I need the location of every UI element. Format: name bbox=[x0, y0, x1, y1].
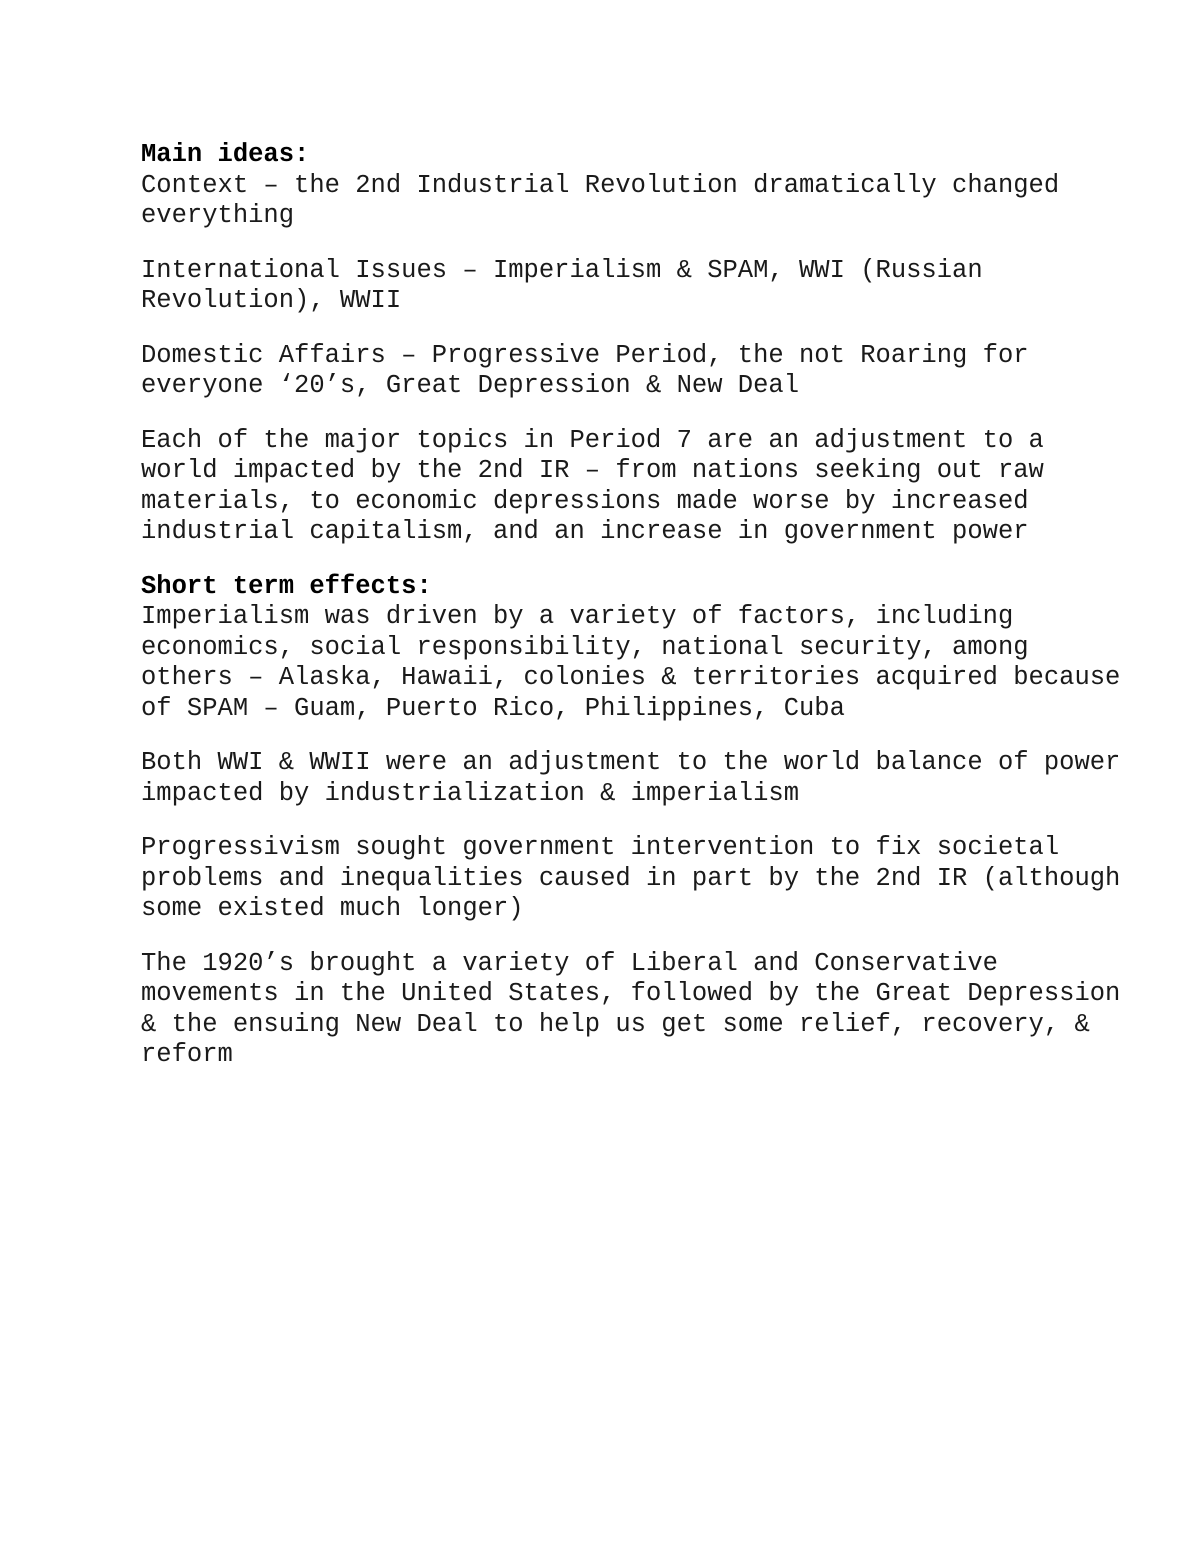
text-line: Imperialism was driven by a variety of factors, including bbox=[141, 602, 1014, 631]
text-line: everything bbox=[141, 201, 295, 230]
text-line: impacted by industrialization & imperialism bbox=[141, 778, 800, 808]
section-main-ideas bbox=[141, 140, 1081, 548]
text-line: Revolution), WWII bbox=[141, 286, 402, 315]
text-line: Each of the major topics in Period 7 are an adjustment to a bbox=[141, 425, 1044, 455]
text-line: & the ensuing New Deal to help us get some relief, recovery, & bbox=[141, 1009, 1090, 1039]
text-line: Progressivism sought government intervention to fix societal bbox=[141, 833, 1060, 862]
text-line: movements in the United States, followed by the Great Depression bbox=[141, 979, 1121, 1008]
text-line: Domestic Affairs – Progressive Period, the not Roaring for bbox=[141, 340, 1029, 370]
text-line: economics, social responsibility, national security, among bbox=[141, 632, 1029, 662]
text-line: others – Alaska, Hawaii, colonies & territories acquired because bbox=[141, 663, 1121, 692]
section-heading: Main ideas: bbox=[141, 140, 310, 169]
text-line: problems and inequalities caused in part by the 2nd IR (although bbox=[141, 863, 1121, 893]
text-line: everyone ‘20’s, Great Depression & New Deal bbox=[141, 371, 800, 400]
text-line: International Issues – Imperialism & SPAM, WWI (Russian bbox=[141, 255, 983, 285]
paragraph bbox=[141, 171, 1081, 232]
text-line: industrial capitalism, and an increase in government power bbox=[141, 517, 1029, 546]
paragraph bbox=[141, 341, 1081, 402]
paragraph bbox=[141, 833, 1121, 925]
paragraph bbox=[141, 256, 1081, 317]
text-line: of SPAM – Guam, Puerto Rico, Philippines, Cuba bbox=[141, 693, 845, 723]
paragraph bbox=[141, 426, 1081, 548]
text-line: The 1920’s brought a variety of Liberal and Conservative bbox=[141, 948, 998, 978]
paragraph bbox=[141, 948, 1121, 1071]
text-line: Context – the 2nd Industrial Revolution dramatically changed bbox=[141, 170, 1060, 200]
text-line: Both WWI & WWII were an adjustment to the world balance of power bbox=[141, 748, 1121, 777]
text-line: reform bbox=[141, 1040, 233, 1069]
text-line: some existed much longer) bbox=[141, 894, 524, 923]
paragraph bbox=[141, 602, 1121, 724]
section-short-term-effects bbox=[141, 571, 1121, 1071]
text-line: world impacted by the 2nd IR – from nations seeking out raw bbox=[141, 456, 1044, 485]
paragraph bbox=[141, 748, 1121, 809]
section-heading: Short term effects: bbox=[141, 571, 432, 601]
text-line: materials, to economic depressions made worse by increased bbox=[141, 486, 1029, 516]
document-body bbox=[141, 140, 1121, 1095]
